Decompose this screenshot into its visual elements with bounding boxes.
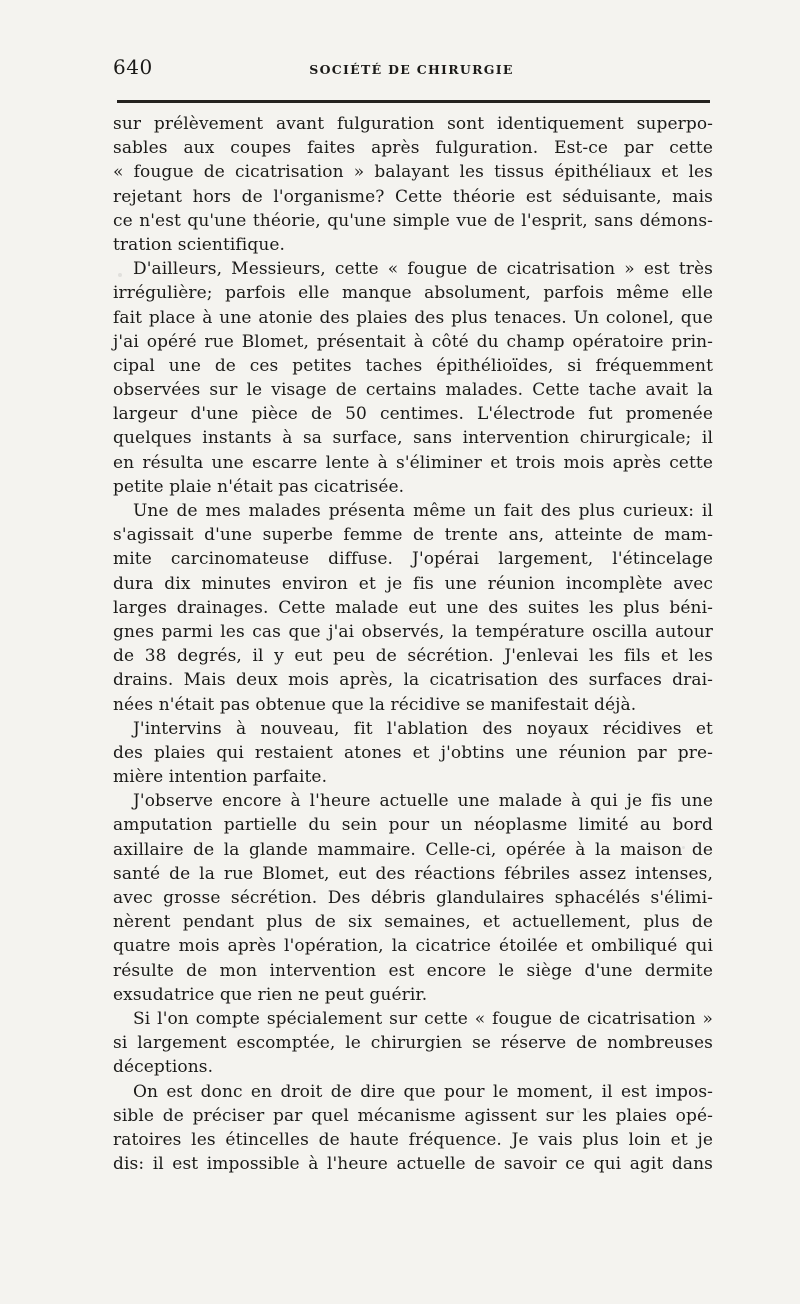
text-line: si largement escomptée, le chirurgien se réserve de nombreuses [113, 1033, 713, 1054]
text-line: en résulta une escarre lente à s'éliminer et trois mois après cette [113, 452, 713, 473]
text-line: santé de la rue Blomet, eut des réactions fébriles assez intenses, [113, 863, 713, 884]
text-line: dis: il est impossible à l'heure actuelle de savoir ce qui agit dans [113, 1154, 713, 1175]
header-rule [117, 100, 710, 103]
text-line: sur prélèvement avant fulguration sont identiquement superpo- [113, 114, 713, 134]
text-line: j'ai opéré rue Blomet, présentait à côté du champ opératoire prin- [113, 331, 713, 352]
text-line: ce n'est qu'une théorie, qu'une simple vue de l'esprit, sans démons- [113, 210, 713, 231]
text-line: nées n'était pas obtenue que la récidive se manifestait déjà. [113, 694, 637, 715]
text-line: gnes parmi les cas que j'ai observés, la température oscilla autour [113, 621, 713, 642]
text-line: On est donc en droit de dire que pour le moment, il est impos- [133, 1081, 713, 1102]
text-line: avec grosse sécrétion. Des débris glandulaires sphacélés s'élimi- [113, 888, 713, 908]
text-line: irrégulière; parfois elle manque absolument, parfois même elle [113, 283, 713, 304]
text-line: Une de mes malades présenta même un fait des plus curieux: il [133, 501, 713, 521]
text-line: fait place à une atonie des plaies des plus tenaces. Un colonel, que [113, 307, 713, 328]
text-line: larges drainages. Cette malade eut une des suites les plus béni- [113, 597, 713, 618]
text-line: observées sur le visage de certains malades. Cette tache avait la [113, 380, 713, 401]
text-line: D'ailleurs, Messieurs, cette « fougue de cicatrisation » est très [133, 259, 713, 280]
text-line: nèrent pendant plus de six semaines, et actuellement, plus de [113, 912, 713, 933]
text-line: rejetant hors de l'organisme? Cette théorie est séduisante, mais [113, 186, 713, 207]
text-line: s'agissait d'une superbe femme de trente ans, atteinte de mam- [113, 525, 713, 546]
text-line: « fougue de cicatrisation » balayant les tissus épithéliaux et les [113, 162, 713, 183]
text-line: petite plaie n'était pas cicatrisée. [113, 476, 405, 497]
text-line: quelques instants à sa surface, sans intervention chirurgicale; il [113, 428, 713, 449]
text-line: sables aux coupes faites après fulguration. Est-ce par cette [113, 138, 713, 159]
paper-spot [577, 1110, 580, 1113]
text-line: J'observe encore à l'heure actuelle une malade à qui je fis une [133, 791, 713, 812]
running-title: SOCIÉTÉ DE CHIRURGIE [309, 62, 514, 77]
text-line: largeur d'une pièce de 50 centimes. L'électrode fut promenée [113, 404, 713, 425]
text-line: de 38 degrés, il y eut peu de sécrétion. J'enlevai les fils et les [113, 646, 713, 667]
text-line: dura dix minutes environ et je fis une réunion incomplète avec [113, 573, 713, 594]
text-line: quatre mois après l'opération, la cicatrice étoilée et ombiliqué qui [113, 936, 713, 957]
text-line: mière intention parfaite. [113, 767, 328, 788]
text-line: exsudatrice que rien ne peut guérir. [113, 984, 428, 1005]
body-text [113, 112, 713, 1176]
page-number: 640 [113, 55, 153, 79]
text-line: axillaire de la glande mammaire. Celle-ci, opérée à la maison de [113, 839, 713, 860]
text-line: drains. Mais deux mois après, la cicatrisation des surfaces drai- [113, 670, 713, 691]
text-line: cipal une de ces petites taches épithélioïdes, si fréquemment [113, 355, 713, 376]
text-line: Si l'on compte spécialement sur cette « fougue de cicatrisation » [133, 1008, 713, 1029]
text-line: J'intervins à nouveau, fit l'ablation des noyaux récidives et [133, 718, 713, 739]
text-line: ratoires les étincelles de haute fréquence. Je vais plus loin et je [113, 1129, 713, 1150]
paper-spot [118, 273, 122, 277]
page-header [113, 52, 710, 88]
text-line: mite carcinomateuse diffuse. J'opérai largement, l'étincelage [113, 549, 713, 570]
text-line: sible de préciser par quel mécanisme agissent sur les plaies opé- [113, 1105, 713, 1126]
text-line: amputation partielle du sein pour un néoplasme limité au bord [113, 815, 713, 836]
text-line: des plaies qui restaient atones et j'obtins une réunion par pre- [113, 742, 713, 763]
text-line: résulte de mon intervention est encore le siège d'une dermite [113, 960, 713, 981]
paper-spot [682, 846, 685, 849]
text-line: déceptions. [113, 1057, 214, 1078]
text-line: tration scientifique. [113, 234, 286, 255]
